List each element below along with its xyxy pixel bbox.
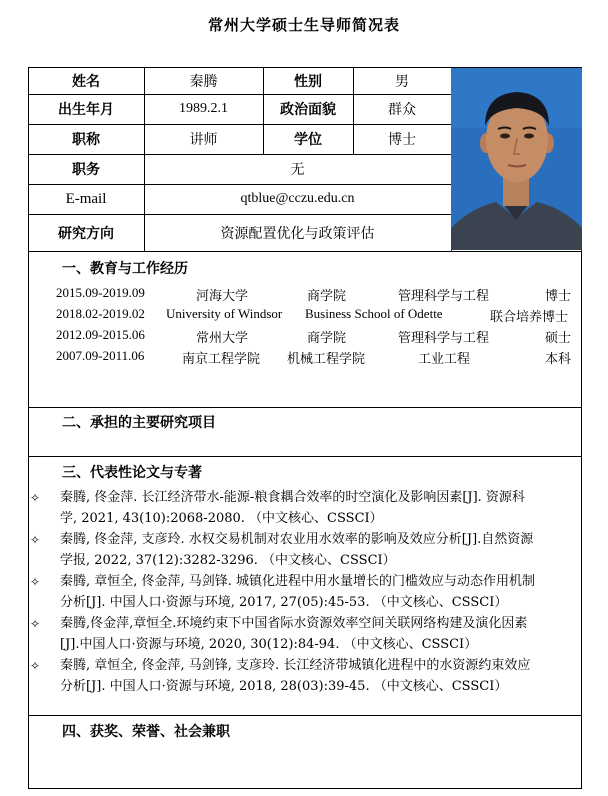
- edu-degree: 博士: [545, 288, 572, 303]
- edu-institution: University of Windsor: [166, 306, 283, 321]
- section-awards-heading: 四、获奖、荣誉、社会兼职: [62, 724, 230, 740]
- name-label: 姓名: [72, 73, 100, 90]
- bullet-icon: ✧: [30, 533, 41, 547]
- edu-major: 管理科学与工程: [398, 288, 490, 303]
- research-label: 研究方向: [58, 225, 114, 242]
- bullet-icon: ✧: [30, 617, 41, 631]
- email-label: E-mail: [65, 190, 107, 207]
- birth-label: 出生年月: [58, 102, 114, 118]
- publication-line: [J].中国人口·资源与环境, 2020, 30(12):84-94. （中文核心、CSSCI）: [60, 637, 478, 652]
- edu-school: 机械工程学院: [287, 351, 366, 366]
- political-label: 政治面貌: [280, 102, 336, 118]
- edu-degree: 联合培养博士: [490, 309, 569, 324]
- research-value: 资源配置优化与政策评估: [220, 225, 375, 242]
- edu-degree: 硕士: [545, 330, 572, 345]
- section-education-heading: 一、教育与工作经历: [62, 261, 188, 277]
- publication-line: 分析[J]. 中国人口·资源与环境, 2018, 28(03):39-45. （中文核心、CSSCI）: [60, 679, 508, 694]
- publication-line: 秦腾, 章恒全, 佟金萍, 马剑锋. 城镇化进程中用水量增长的门槛效应与动态作用机制: [60, 574, 536, 589]
- edu-institution: 常州大学: [196, 330, 249, 345]
- document-title: 常州大学硕士生导师简况表: [207, 16, 400, 34]
- title-label: 职称: [72, 132, 100, 148]
- edu-degree: 本科: [545, 351, 572, 366]
- publication-line: 秦腾, 佟金萍, 支彦玲. 水权交易机制对农业用水效率的影响及效应分析[J].自然资源: [60, 532, 534, 547]
- edu-period: 2018.02-2019.02: [56, 306, 145, 321]
- edu-institution: 河海大学: [196, 288, 249, 303]
- name-value: 秦腾: [189, 73, 218, 90]
- edu-major: 工业工程: [418, 351, 471, 366]
- edu-period: 2015.09-2019.09: [56, 285, 145, 300]
- email-value: qtblue@cczu.edu.cn: [240, 191, 355, 206]
- profile-photo: [451, 68, 582, 250]
- edu-school: 商学院: [307, 288, 347, 303]
- section-publications-heading: 三、代表性论文与专著: [62, 465, 202, 481]
- edu-period: 2007.09-2011.06: [56, 348, 145, 363]
- edu-major: 管理科学与工程: [398, 330, 490, 345]
- gender-label: 性别: [294, 73, 322, 90]
- publication-line: 学报, 2022, 37(12):3282-3296. （中文核心、CSSCI）: [60, 553, 396, 568]
- edu-school: Business School of Odette: [305, 306, 443, 321]
- degree-label: 学位: [294, 132, 322, 148]
- edu-institution: 南京工程学院: [182, 351, 261, 366]
- edu-period: 2012.09-2015.06: [56, 327, 145, 342]
- publication-line: 学, 2021, 43(10):2068-2080. （中文核心、CSSCI）: [60, 511, 383, 526]
- publication-line: 秦腾,佟金萍,章恒全.环境约束下中国省际水资源效率空间关联网络构建及演化因素: [60, 616, 528, 631]
- gender-value: 男: [395, 73, 409, 90]
- degree-value: 博士: [388, 132, 416, 148]
- publication-line: 秦腾, 佟金萍. 长江经济带水-能源-粮食耦合效率的时空演化及影响因素[J]. 资源科: [60, 490, 525, 505]
- section-projects-heading: 二、承担的主要研究项目: [62, 415, 216, 431]
- bullet-icon: ✧: [30, 491, 41, 505]
- publication-line: 分析[J]. 中国人口·资源与环境, 2017, 27(05):45-53. （中文核心、CSSCI）: [60, 595, 508, 610]
- birth-value: 1989.2.1: [179, 101, 228, 116]
- political-value: 群众: [388, 102, 416, 118]
- bullet-icon: ✧: [30, 659, 41, 673]
- post-label: 职务: [72, 162, 100, 178]
- publication-line: 秦腾, 章恒全, 佟金萍, 马剑锋, 支彦玲. 长江经济带城镇化进程中的水资源约束效应: [60, 658, 531, 673]
- title-value: 讲师: [189, 132, 218, 148]
- edu-school: 商学院: [307, 330, 347, 345]
- post-value: 无: [290, 162, 305, 178]
- bullet-icon: ✧: [30, 575, 41, 589]
